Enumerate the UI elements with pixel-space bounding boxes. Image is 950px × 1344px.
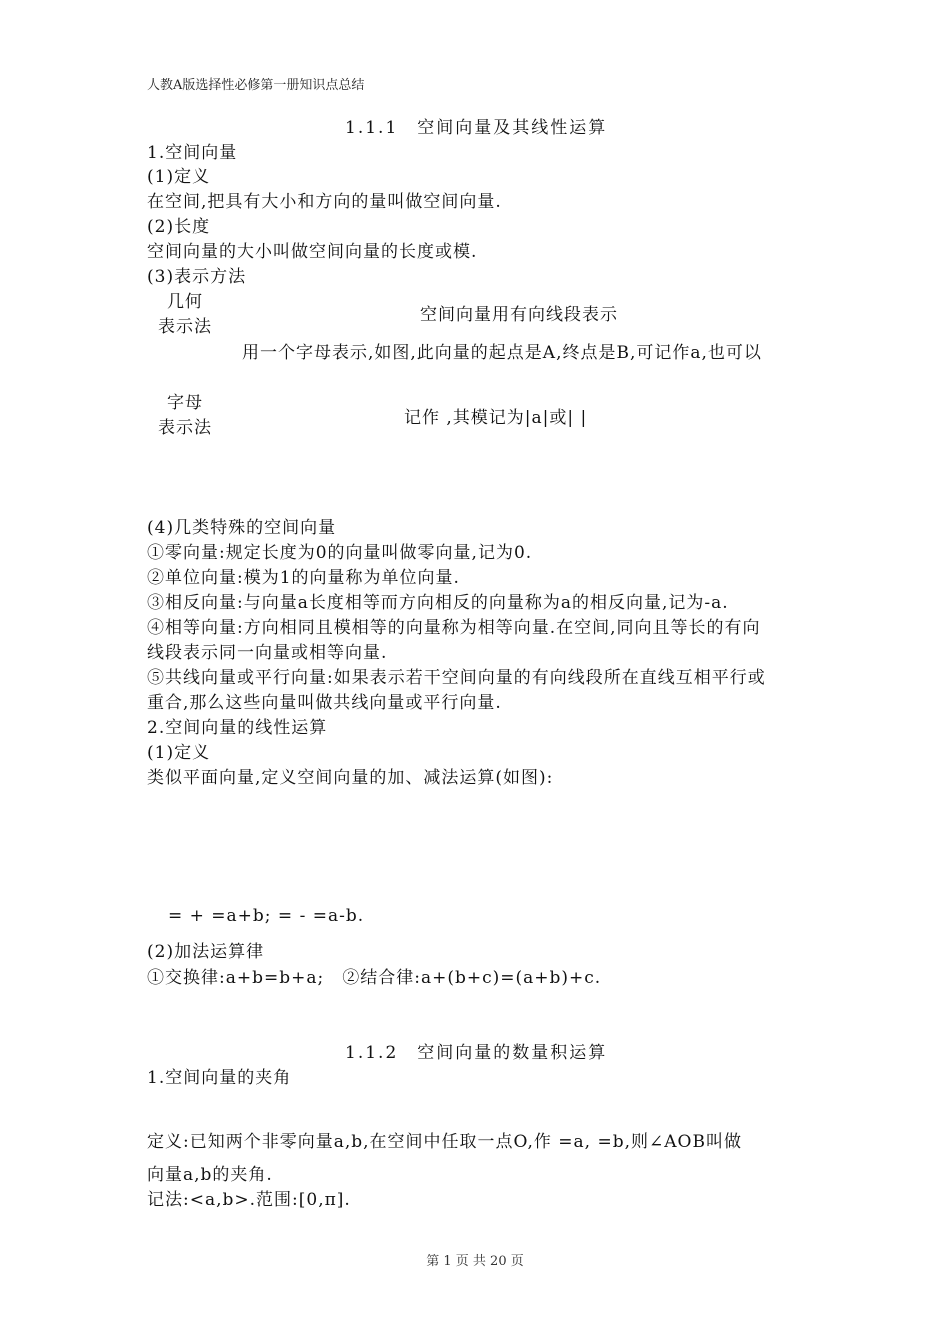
paragraph: 记法:<a,b>.范围:[0,π].	[147, 1190, 351, 1210]
list-item-continued: 线段表示同一向量或相等向量.	[147, 643, 388, 663]
paragraph: 类似平面向量,定义空间向量的加、减法运算(如图):	[147, 768, 554, 788]
table-cell-description: 空间向量用有向线段表示	[420, 305, 618, 325]
list-item: ⑤共线向量或平行向量:如果表示若干空间向量的有向线段所在直线互相平行或	[147, 668, 766, 688]
table-cell-description: 用一个字母表示,如图,此向量的起点是A,终点是B,可记作a,也可以	[242, 343, 762, 363]
heading-2: 2.空间向量的线性运算	[147, 718, 328, 738]
table-cell-method: 表示法	[158, 418, 212, 438]
section-title-1-1-1: 1.1.1 空间向量及其线性运算	[345, 118, 608, 138]
subheading-length: (2)长度	[147, 217, 211, 237]
list-item: ④相等向量:方向相同且模相等的向量称为相等向量.在空间,同向且等长的有向	[147, 618, 761, 638]
list-item: ①零向量:规定长度为0的向量叫做零向量,记为0.	[147, 543, 533, 563]
subheading-addition-laws: (2)加法运算律	[147, 942, 265, 962]
table-cell-description: 记作 ,其模记为|a|或| |	[404, 408, 588, 428]
table-cell-method: 表示法	[158, 317, 212, 337]
page-footer: 第 1 页 共 20 页	[426, 1254, 524, 1269]
running-header: 人教A版选择性必修第一册知识点总结	[147, 78, 365, 93]
table-cell-method: 几何	[167, 292, 203, 312]
paragraph-continued: 向量a,b的夹角.	[147, 1165, 273, 1185]
subheading-special-vectors: (4)几类特殊的空间向量	[147, 518, 337, 538]
paragraph: 在空间,把具有大小和方向的量叫做空间向量.	[147, 192, 502, 212]
table-cell-method: 字母	[167, 393, 203, 413]
subheading-definition: (1)定义	[147, 743, 211, 763]
formula-line: = + =a+b; = - =a-b.	[168, 906, 365, 926]
heading-1: 1.空间向量	[147, 143, 238, 163]
paragraph: ①交换律:a+b=b+a; ②结合律:a+(b+c)=(a+b)+c.	[147, 968, 602, 988]
section-title-1-1-2: 1.1.2 空间向量的数量积运算	[345, 1043, 608, 1063]
heading-1: 1.空间向量的夹角	[147, 1068, 292, 1088]
subheading-definition: (1)定义	[147, 167, 211, 187]
list-item: ③相反向量:与向量a长度相等而方向相反的向量称为a的相反向量,记为-a.	[147, 593, 729, 613]
subheading-representation: (3)表示方法	[147, 267, 247, 287]
paragraph: 空间向量的大小叫做空间向量的长度或模.	[147, 242, 478, 262]
list-item: ②单位向量:模为1的向量称为单位向量.	[147, 568, 460, 588]
list-item-continued: 重合,那么这些向量叫做共线向量或平行向量.	[147, 693, 502, 713]
paragraph: 定义:已知两个非零向量a,b,在空间中任取一点O,作 =a, =b,则∠AOB叫做	[147, 1132, 742, 1152]
